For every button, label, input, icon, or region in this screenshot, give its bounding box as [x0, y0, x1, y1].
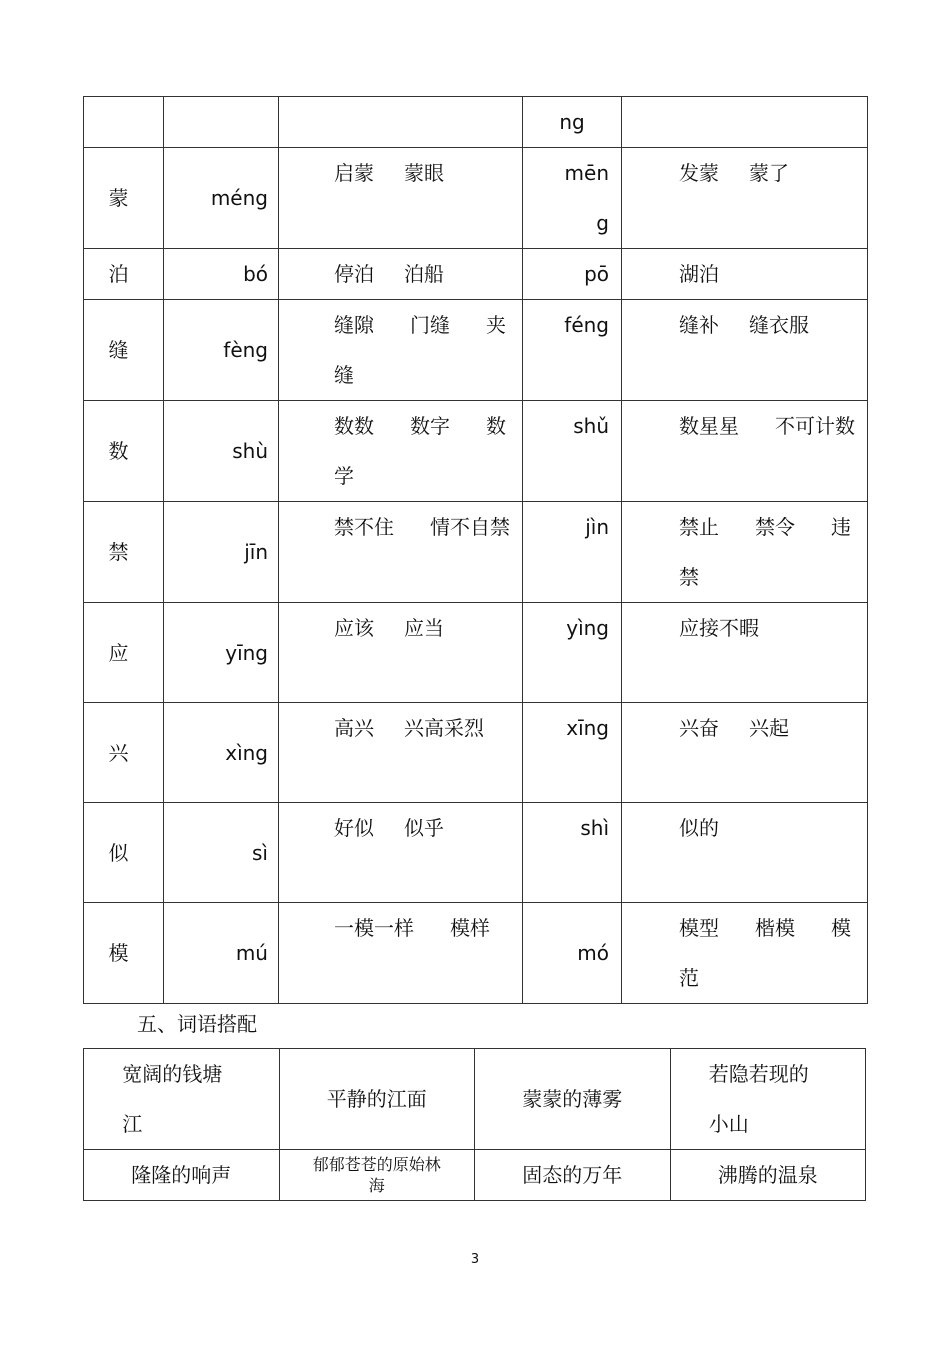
character-cell: 泊 [84, 249, 164, 300]
collocation-cell: 郁郁苍苍的原始林海 [279, 1150, 475, 1201]
words-cell: 数数 数字 数学 [279, 401, 523, 502]
pinyin-cell: pō [523, 249, 622, 300]
pinyin-cell: mēng [523, 148, 622, 249]
words-cell: 应该 应当 [279, 603, 523, 703]
words-cell: 禁不住 情不自禁 [279, 502, 523, 603]
words-cell: 一模一样 模样 [279, 903, 523, 1004]
pinyin-cell: mú [164, 903, 279, 1004]
character-cell: 应 [84, 603, 164, 703]
words-cell: 启蒙 蒙眼 [279, 148, 523, 249]
collocation-cell: 宽阔的钱塘江 [84, 1049, 280, 1150]
section-title: 五、词语搭配 [137, 1012, 257, 1036]
character-cell: 兴 [84, 703, 164, 803]
words-cell: 缝补 缝衣服 [622, 300, 868, 401]
pinyin-cell: shù [164, 401, 279, 502]
pinyin-cell: jīn [164, 502, 279, 603]
words-cell: 兴奋 兴起 [622, 703, 868, 803]
character-cell: 缝 [84, 300, 164, 401]
character-cell: 蒙 [84, 148, 164, 249]
table-row [84, 401, 868, 502]
pinyin-cell: xìng [164, 703, 279, 803]
pinyin-cell: ng [523, 97, 622, 148]
table-row [84, 300, 868, 401]
collocation-cell: 若隐若现的小山 [670, 1049, 866, 1150]
pinyin-cell: yìng [523, 603, 622, 703]
character-cell [84, 97, 164, 148]
words-cell: 好似 似乎 [279, 803, 523, 903]
table-row [84, 1049, 866, 1150]
words-cell: 应接不暇 [622, 603, 868, 703]
table-row [84, 603, 868, 703]
collocation-table [83, 1048, 866, 1201]
page-number: 3 [470, 1252, 480, 1267]
table-row [84, 97, 868, 148]
character-cell: 禁 [84, 502, 164, 603]
pinyin-cell [164, 97, 279, 148]
character-cell: 似 [84, 803, 164, 903]
table-row [84, 249, 868, 300]
table-row [84, 1150, 866, 1201]
words-cell: 缝隙 门缝 夹缝 [279, 300, 523, 401]
character-cell: 数 [84, 401, 164, 502]
collocation-cell: 蒙蒙的薄雾 [475, 1049, 671, 1150]
collocation-cell: 固态的万年 [475, 1150, 671, 1201]
collocation-cell: 沸腾的温泉 [670, 1150, 866, 1201]
words-cell: 似的 [622, 803, 868, 903]
pinyin-cell: shì [523, 803, 622, 903]
collocation-cell: 平静的江面 [279, 1049, 475, 1150]
words-cell: 发蒙 蒙了 [622, 148, 868, 249]
pinyin-cell: xīng [523, 703, 622, 803]
table-row [84, 502, 868, 603]
polyphone-table [83, 96, 868, 1004]
pinyin-cell: shǔ [523, 401, 622, 502]
table-row [84, 148, 868, 249]
pinyin-cell: méng [164, 148, 279, 249]
words-cell: 湖泊 [622, 249, 868, 300]
words-cell: 数星星 不可计数 [622, 401, 868, 502]
words-cell: 模型 楷模 模范 [622, 903, 868, 1004]
words-cell [279, 97, 523, 148]
table-row [84, 803, 868, 903]
words-cell: 禁止 禁令 违禁 [622, 502, 868, 603]
table-row [84, 903, 868, 1004]
pinyin-cell: yīng [164, 603, 279, 703]
pinyin-cell: mó [523, 903, 622, 1004]
pinyin-cell: féng [523, 300, 622, 401]
pinyin-cell: fèng [164, 300, 279, 401]
words-cell: 高兴 兴高采烈 [279, 703, 523, 803]
collocation-cell: 隆隆的响声 [84, 1150, 280, 1201]
words-cell: 停泊 泊船 [279, 249, 523, 300]
pinyin-cell: jìn [523, 502, 622, 603]
words-cell [622, 97, 868, 148]
pinyin-cell: sì [164, 803, 279, 903]
table-row [84, 703, 868, 803]
pinyin-cell: bó [164, 249, 279, 300]
character-cell: 模 [84, 903, 164, 1004]
